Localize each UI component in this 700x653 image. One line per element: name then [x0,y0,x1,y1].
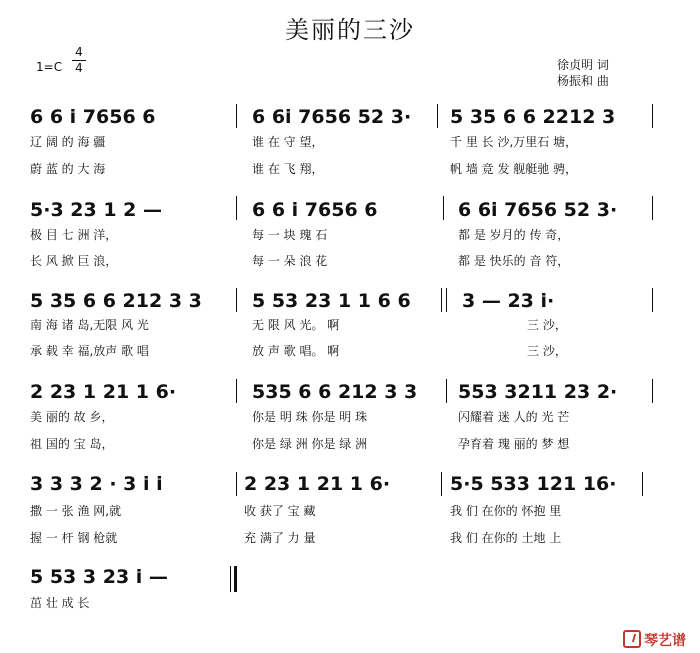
barline [437,104,438,128]
composer-credit: 杨振和 曲 [557,74,609,88]
lyric-line: 都 是 岁月的 传 奇， [458,228,570,242]
barline [236,472,237,496]
notes-measure: 6 6i 7656 52 3· [252,106,412,128]
barline [441,472,442,496]
barline [443,196,444,220]
lyric-line: 放 声 歌 唱。 啊 [252,344,340,358]
barline [236,379,237,403]
lyric-line: 蔚 蓝 的 大 海 [30,162,106,176]
watermark-text: 琴艺谱 [644,633,686,649]
notes-measure: 5·5 533 121 16· [450,473,617,495]
lyric-line: 美 丽的 故 乡， [30,410,114,424]
barline [642,472,643,496]
lyric-line: 南 海 诸 岛,无限 风 光 [30,318,149,332]
lyric-line: 握 一 杆 钢 枪就 [30,531,118,545]
lyric-line: 承 载 幸 福,放声 歌 唱 [30,344,149,358]
notes-measure: 5 53 3 23 i — [30,566,168,588]
watermark-logo [623,630,686,650]
notes-measure: 2 23 1 21 1 6· [244,473,391,495]
lyric-line: 撒 一 张 渔 网,就 [30,504,122,518]
notes-measure: 3 — 23 i· [462,290,555,312]
lyric-line: 无 限 风 光。 啊 [252,318,340,332]
barline [236,104,237,128]
logo-icon [623,630,641,648]
barline [236,288,237,312]
lyric-line: 茁 壮 成 长 [30,596,90,610]
lyric-line: 极 目 七 洲 洋， [30,228,118,242]
key-signature: 1=C [36,60,63,74]
barline [441,288,442,312]
notes-measure: 5 35 6 6 2212 3 [450,106,616,128]
notes-measure: 3 3 3 2 · 3 i i [30,473,163,495]
barline [652,379,653,403]
time-signature [72,46,86,75]
barline [652,288,653,312]
time-sig-denominator: 4 [75,61,83,75]
notes-measure: 6 6 i 7656 6 [252,199,378,221]
lyric-line: 孕育着 瑰 丽的 梦 想 [458,437,570,451]
notes-measure: 535 6 6 212 3 3 [252,381,418,403]
lyric-line: 谁 在 飞 翔， [252,162,324,176]
notes-measure: 2 23 1 21 1 6· [30,381,177,403]
lyric-line: 闪耀着 迷 人的 光 芒 [458,410,570,424]
barline [230,566,231,592]
lyric-line: 你是 明 珠 你是 明 珠 [252,410,368,424]
notes-measure: 5·3 23 1 2 — [30,199,162,221]
notes-measure: 6 6 i 7656 6 [30,106,156,128]
notes-measure: 553 3211 23 2· [458,381,618,403]
lyric-line: 每 一 朵 浪 花 [252,254,328,268]
lyric-line: 长 风 掀 巨 浪， [30,254,118,268]
lyric-line: 三 沙， [527,318,567,332]
barline [236,196,237,220]
song-title: 美丽的三沙 [285,16,415,44]
lyric-line: 每 一 块 瑰 石 [252,228,328,242]
lyric-line: 充 满了 力 量 [244,531,316,545]
barline [446,288,447,312]
lyric-line: 收 获了 宝 藏 [244,504,316,518]
lyric-line: 我 们 在你的 土地 上 [450,531,562,545]
lyric-line: 我 们 在你的 怀抱 里 [450,504,562,518]
barline [652,104,653,128]
lyric-line: 三 沙， [527,344,567,358]
barline [446,379,447,403]
notes-measure: 5 53 23 1 1 6 6 [252,290,411,312]
lyric-line: 帆 墙 竞 发 舰艇驰 骋， [450,162,578,176]
lyricist-credit: 徐贞明 词 [557,58,609,72]
barline [652,196,653,220]
lyric-line: 你是 绿 洲 你是 绿 洲 [252,437,368,451]
lyric-line: 辽 阔 的 海 疆 [30,135,106,149]
time-sig-numerator: 4 [75,45,83,59]
lyric-line: 祖 国的 宝 岛， [30,437,114,451]
notes-measure: 5 35 6 6 212 3 3 [30,290,202,312]
lyric-line: 千 里 长 沙,万里石 塘， [450,135,578,149]
lyric-line: 都 是 快乐的 音 符， [458,254,570,268]
lyric-line: 谁 在 守 望， [252,135,324,149]
final-barline [234,566,237,592]
notes-measure: 6 6i 7656 52 3· [458,199,618,221]
